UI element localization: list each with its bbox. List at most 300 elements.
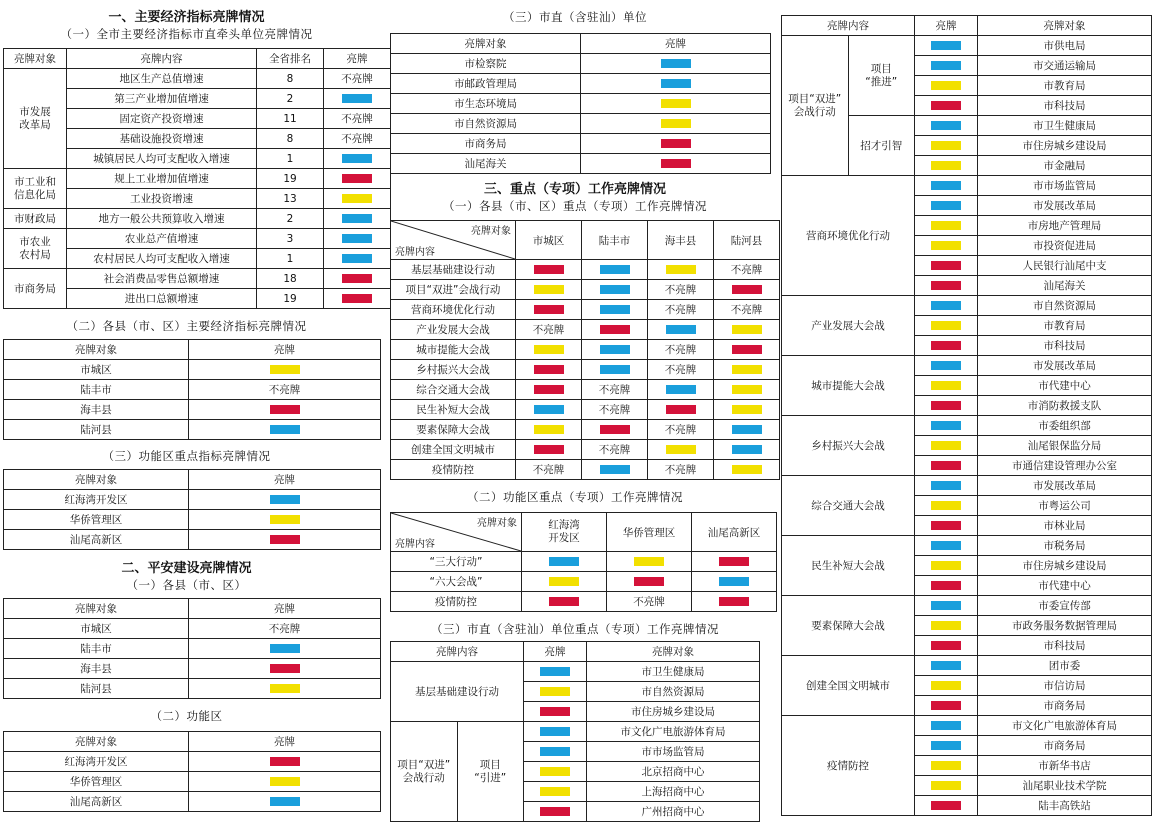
- blue-badge: [600, 465, 630, 474]
- work-name: 项目“双进” 会战行动: [782, 36, 849, 176]
- target-name: 市科技局: [978, 96, 1152, 116]
- blue-badge: [600, 265, 630, 274]
- target-name: 汕尾高新区: [4, 530, 189, 550]
- table-row: [391, 380, 780, 400]
- red-badge: [540, 707, 570, 716]
- indicator-name: 第三产业增加值增速: [67, 89, 257, 109]
- target-name: 市林业局: [978, 516, 1152, 536]
- section1-title: 一、主要经济指标亮牌情况: [108, 10, 265, 25]
- column-header: 亮牌: [189, 340, 381, 360]
- table-row: [391, 280, 780, 300]
- target-name: 上海招商中心: [587, 782, 760, 802]
- target-name: 市市场监管局: [978, 176, 1152, 196]
- blue-badge: [342, 254, 372, 263]
- table-row: [4, 639, 381, 659]
- column-header: 亮牌对象: [4, 732, 189, 752]
- table-key-work-county: [390, 220, 780, 480]
- red-badge: [270, 664, 300, 673]
- target-name: 华侨管理区: [4, 510, 189, 530]
- blue-badge: [931, 481, 961, 490]
- red-badge: [719, 597, 749, 606]
- target-name: 市住房城乡建设局: [978, 556, 1152, 576]
- section1-sub2: （二）各县（市、区）主要经济指标亮牌情况: [66, 319, 307, 333]
- blue-badge: [931, 661, 961, 670]
- sub-work-name: 项目 “引进”: [457, 722, 524, 822]
- target-name: 市住房城乡建设局: [978, 136, 1152, 156]
- column-header: 汕尾高新区: [692, 513, 777, 552]
- table-row: [4, 530, 381, 550]
- column-header: 全省排名: [257, 49, 324, 69]
- blue-badge: [540, 667, 570, 676]
- target-name: 市税务局: [978, 536, 1152, 556]
- sub-work-name: 招才引智: [848, 116, 915, 176]
- target-name: 市投资促进局: [978, 236, 1152, 256]
- red-badge: [931, 101, 961, 110]
- indicator-name: 城镇居民人均可支配收入增速: [67, 149, 257, 169]
- yellow-badge: [270, 365, 300, 374]
- indicator-name: 农业总产值增速: [67, 229, 257, 249]
- yellow-badge: [732, 385, 762, 394]
- target-name: 市代建中心: [978, 576, 1152, 596]
- target-name: 市教育局: [978, 76, 1152, 96]
- target-name: 市委组织部: [978, 416, 1152, 436]
- blue-badge: [931, 121, 961, 130]
- target-name: 陆丰市: [4, 380, 189, 400]
- target-name: 海丰县: [4, 659, 189, 679]
- section2-sub1: （一）各县（市、区）: [126, 578, 247, 592]
- no-badge-text: 不亮牌: [582, 440, 648, 460]
- yellow-badge: [931, 241, 961, 250]
- diagonal-header: [391, 513, 522, 552]
- red-badge: [931, 281, 961, 290]
- blue-badge: [931, 741, 961, 750]
- blue-badge: [600, 285, 630, 294]
- section1-sub3: （三）功能区重点指标亮牌情况: [102, 449, 271, 463]
- table-row: [391, 460, 780, 480]
- province-rank: 11: [257, 109, 324, 129]
- header-row: [391, 642, 760, 662]
- yellow-badge: [931, 221, 961, 230]
- column-header: 海丰县: [648, 221, 714, 260]
- blue-badge: [732, 445, 762, 454]
- yellow-badge: [270, 684, 300, 693]
- red-badge: [931, 701, 961, 710]
- red-badge: [661, 139, 691, 148]
- no-badge-text: 不亮牌: [582, 400, 648, 420]
- red-badge: [534, 265, 564, 274]
- yellow-badge: [732, 465, 762, 474]
- yellow-badge: [634, 557, 664, 566]
- target-name: 市商务局: [978, 736, 1152, 756]
- table-row: [4, 69, 391, 89]
- column-header: 亮牌: [581, 34, 771, 54]
- indicator-name: 农村居民人均可支配收入增速: [67, 249, 257, 269]
- red-badge: [549, 597, 579, 606]
- column-header: 陆丰市: [582, 221, 648, 260]
- target-name: 汕尾海关: [391, 154, 581, 174]
- red-badge: [931, 401, 961, 410]
- yellow-badge: [666, 265, 696, 274]
- indicator-name: 工业投资增速: [67, 189, 257, 209]
- column-header: 亮牌对象: [4, 49, 67, 69]
- blue-badge: [342, 214, 372, 223]
- blue-badge: [342, 234, 372, 243]
- target-name: 陆河县: [4, 420, 189, 440]
- table-row: [4, 510, 381, 530]
- yellow-badge: [931, 321, 961, 330]
- table-row: [391, 552, 777, 572]
- target-name: 市自然资源局: [391, 114, 581, 134]
- table-row: [4, 360, 381, 380]
- yellow-badge: [931, 781, 961, 790]
- yellow-badge: [540, 787, 570, 796]
- red-badge: [342, 274, 372, 283]
- table-row: [4, 772, 381, 792]
- target-name: 市卫生健康局: [978, 116, 1152, 136]
- table-row: [782, 356, 1152, 376]
- table-row: [782, 296, 1152, 316]
- no-badge-text: 不亮牌: [714, 260, 780, 280]
- table-row: [4, 679, 381, 699]
- indicator-name: 固定资产投资增速: [67, 109, 257, 129]
- red-badge: [270, 535, 300, 544]
- work-name: 城市提能大会战: [782, 356, 915, 416]
- column-header: 亮牌: [324, 49, 391, 69]
- no-badge-text: 不亮牌: [324, 69, 391, 89]
- red-badge: [534, 305, 564, 314]
- target-name: 市住房城乡建设局: [587, 702, 760, 722]
- blue-badge: [931, 181, 961, 190]
- table-row: [391, 340, 780, 360]
- table-row: [391, 260, 780, 280]
- target-name: 汕尾海关: [978, 276, 1152, 296]
- section3-sub1: （一）各县（市、区）重点（专项）工作亮牌情况: [443, 199, 707, 213]
- left-column: [3, 0, 373, 812]
- work-name: 乡村振兴大会战: [782, 416, 915, 476]
- yellow-badge: [549, 577, 579, 586]
- yellow-badge: [534, 345, 564, 354]
- header-row: [782, 16, 1152, 36]
- column-header: 市城区: [516, 221, 582, 260]
- yellow-badge: [931, 161, 961, 170]
- target-name: 市商务局: [978, 696, 1152, 716]
- table-row: [391, 572, 777, 592]
- target-name: 市新华书店: [978, 756, 1152, 776]
- yellow-badge: [540, 687, 570, 696]
- work-name: “三大行动”: [391, 552, 522, 572]
- section1-sub1: （一）全市主要经济指标市直牵头单位亮牌情况: [60, 27, 313, 41]
- target-name: 市教育局: [978, 316, 1152, 336]
- province-rank: 13: [257, 189, 324, 209]
- blue-badge: [342, 154, 372, 163]
- indicator-name: 地方一般公共预算收入增速: [67, 209, 257, 229]
- red-badge: [931, 341, 961, 350]
- table-row: [4, 209, 391, 229]
- column-header: 亮牌内容: [782, 16, 915, 36]
- target-name: 市财政局: [4, 209, 67, 229]
- section3-title: 三、重点（专项）工作亮牌情况: [483, 182, 666, 197]
- table-row: [391, 94, 771, 114]
- red-badge: [534, 445, 564, 454]
- column-header: 亮牌内容: [391, 642, 524, 662]
- column-header: 红海湾 开发区: [522, 513, 607, 552]
- table-row: [4, 420, 381, 440]
- table-row: [782, 416, 1152, 436]
- table-row: [4, 619, 381, 639]
- no-badge-text: 不亮牌: [648, 280, 714, 300]
- blue-badge: [931, 601, 961, 610]
- blue-badge: [600, 305, 630, 314]
- target-name: 市消防救援支队: [978, 396, 1152, 416]
- target-name: 市生态环境局: [391, 94, 581, 114]
- blue-badge: [270, 425, 300, 434]
- column-header: 陆河县: [714, 221, 780, 260]
- red-badge: [931, 641, 961, 650]
- target-name: 市卫生健康局: [587, 662, 760, 682]
- blue-badge: [600, 345, 630, 354]
- work-name: 城市提能大会战: [391, 340, 516, 360]
- no-badge-text: 不亮牌: [648, 420, 714, 440]
- red-badge: [600, 325, 630, 334]
- province-rank: 1: [257, 249, 324, 269]
- work-name: 产业发展大会战: [782, 296, 915, 356]
- no-badge-text: 不亮牌: [582, 380, 648, 400]
- target-name: 陆丰高铁站: [978, 796, 1152, 816]
- province-rank: 19: [257, 169, 324, 189]
- table-row: [391, 114, 771, 134]
- indicator-name: 基础设施投资增速: [67, 129, 257, 149]
- target-name: 市粤运公司: [978, 496, 1152, 516]
- column-header: 亮牌对象: [4, 340, 189, 360]
- diagonal-header: [391, 221, 516, 260]
- no-badge-text: 不亮牌: [648, 360, 714, 380]
- work-name: 基层基础建设行动: [391, 662, 524, 722]
- indicator-name: 社会消费品零售总额增速: [67, 269, 257, 289]
- province-rank: 18: [257, 269, 324, 289]
- yellow-badge: [931, 381, 961, 390]
- target-name: 汕尾职业技术学院: [978, 776, 1152, 796]
- target-name: 市检察院: [391, 54, 581, 74]
- table-key-work-units-continued: [781, 15, 1152, 816]
- middle-column: [390, 0, 763, 822]
- target-name: 市通信建设管理办公室: [978, 456, 1152, 476]
- red-badge: [931, 521, 961, 530]
- yellow-badge: [931, 501, 961, 510]
- table-row: [4, 490, 381, 510]
- yellow-badge: [931, 761, 961, 770]
- province-rank: 8: [257, 129, 324, 149]
- blue-badge: [931, 61, 961, 70]
- red-badge: [534, 365, 564, 374]
- column-header: 亮牌内容: [67, 49, 257, 69]
- table-row: [4, 169, 391, 189]
- work-name: 要素保障大会战: [782, 596, 915, 656]
- table-row: [391, 300, 780, 320]
- yellow-badge: [666, 445, 696, 454]
- blue-badge: [931, 421, 961, 430]
- work-name: 营商环境优化行动: [391, 300, 516, 320]
- table-zone-econ: [3, 469, 381, 550]
- header-row: [391, 221, 780, 260]
- target-name: 市房地产管理局: [978, 216, 1152, 236]
- target-name: 市科技局: [978, 336, 1152, 356]
- table-row: [391, 154, 771, 174]
- table-row: [391, 400, 780, 420]
- work-name: 产业发展大会战: [391, 320, 516, 340]
- work-name: 疫情防控: [391, 592, 522, 612]
- red-badge: [270, 405, 300, 414]
- table-safety-units: [390, 33, 771, 174]
- column-header: 亮牌: [915, 16, 978, 36]
- column-header: 亮牌对象: [978, 16, 1152, 36]
- work-name: 疫情防控: [391, 460, 516, 480]
- column-header: 亮牌: [189, 732, 381, 752]
- red-badge: [666, 405, 696, 414]
- province-rank: 3: [257, 229, 324, 249]
- table-row: [391, 54, 771, 74]
- table-row: [4, 400, 381, 420]
- red-badge: [661, 159, 691, 168]
- no-badge-text: 不亮牌: [324, 109, 391, 129]
- indicator-name: 地区生产总值增速: [67, 69, 257, 89]
- blue-badge: [270, 495, 300, 504]
- target-name: 海丰县: [4, 400, 189, 420]
- blue-badge: [666, 385, 696, 394]
- yellow-badge: [661, 99, 691, 108]
- table-key-work-units: [390, 641, 760, 822]
- target-name: 市发展改革局: [978, 356, 1152, 376]
- diag-bottom-label: 亮牌内容: [395, 539, 435, 550]
- table-county-econ: [3, 339, 381, 440]
- blue-badge: [540, 727, 570, 736]
- target-name: 市邮政管理局: [391, 74, 581, 94]
- red-badge: [540, 807, 570, 816]
- target-name: 市文化广电旅游体育局: [587, 722, 760, 742]
- blue-badge: [270, 644, 300, 653]
- target-name: 市发展改革局: [978, 476, 1152, 496]
- section3-sub3: （三）市直（含驻汕）单位重点（专项）工作亮牌情况: [431, 622, 719, 636]
- yellow-badge: [540, 767, 570, 776]
- table-row: [782, 176, 1152, 196]
- yellow-badge: [931, 441, 961, 450]
- work-name: 基层基础建设行动: [391, 260, 516, 280]
- table-row: [4, 659, 381, 679]
- red-badge: [931, 801, 961, 810]
- table-row: [391, 722, 760, 742]
- blue-badge: [661, 79, 691, 88]
- table-row: [4, 380, 381, 400]
- yellow-badge: [931, 681, 961, 690]
- blue-badge: [931, 721, 961, 730]
- table-row: [782, 536, 1152, 556]
- table-row: [4, 752, 381, 772]
- target-name: 市工业和 信息化局: [4, 169, 67, 209]
- header-row: [4, 49, 391, 69]
- yellow-badge: [342, 194, 372, 203]
- column-header: 亮牌对象: [391, 34, 581, 54]
- blue-badge: [540, 747, 570, 756]
- target-name: 北京招商中心: [587, 762, 760, 782]
- target-name: 市委宣传部: [978, 596, 1152, 616]
- header-row: [4, 599, 381, 619]
- table-row: [782, 656, 1152, 676]
- target-name: 市商务局: [4, 269, 67, 309]
- target-name: 红海湾开发区: [4, 490, 189, 510]
- target-name: 汕尾高新区: [4, 792, 189, 812]
- province-rank: 2: [257, 209, 324, 229]
- blue-badge: [931, 201, 961, 210]
- section2-sub3: （三）市直（含驻汕）单位: [503, 10, 647, 24]
- blue-badge: [270, 797, 300, 806]
- target-name: 市信访局: [978, 676, 1152, 696]
- target-name: 市农业 农村局: [4, 229, 67, 269]
- blue-badge: [661, 59, 691, 68]
- diag-top-label: 亮牌对象: [477, 518, 517, 529]
- yellow-badge: [931, 81, 961, 90]
- target-name: 红海湾开发区: [4, 752, 189, 772]
- target-name: 市发展 改革局: [4, 69, 67, 169]
- red-badge: [931, 581, 961, 590]
- target-name: 市政务服务数据管理局: [978, 616, 1152, 636]
- table-row: [782, 476, 1152, 496]
- blue-badge: [732, 425, 762, 434]
- yellow-badge: [931, 561, 961, 570]
- yellow-badge: [270, 777, 300, 786]
- blue-badge: [342, 94, 372, 103]
- column-header: 华侨管理区: [607, 513, 692, 552]
- right-column: [781, 15, 1152, 816]
- table-key-work-zone: [390, 512, 777, 612]
- table-row: [391, 74, 771, 94]
- no-badge-text: 不亮牌: [648, 340, 714, 360]
- red-badge: [719, 557, 749, 566]
- header-row: [391, 513, 777, 552]
- no-badge-text: 不亮牌: [516, 320, 582, 340]
- yellow-badge: [931, 621, 961, 630]
- yellow-badge: [270, 515, 300, 524]
- table-safety-zone: [3, 731, 381, 812]
- table-row: [4, 792, 381, 812]
- table-row: [391, 662, 760, 682]
- province-rank: 19: [257, 289, 324, 309]
- target-name: 市城区: [4, 360, 189, 380]
- blue-badge: [931, 301, 961, 310]
- indicator-name: 规上工业增加值增速: [67, 169, 257, 189]
- target-name: 广州招商中心: [587, 802, 760, 822]
- no-badge-text: 不亮牌: [648, 460, 714, 480]
- blue-badge: [549, 557, 579, 566]
- no-badge-text: 不亮牌: [189, 619, 381, 639]
- header-row: [4, 470, 381, 490]
- indicator-name: 进出口总额增速: [67, 289, 257, 309]
- column-header: 亮牌对象: [4, 470, 189, 490]
- red-badge: [931, 261, 961, 270]
- table-row: [391, 592, 777, 612]
- target-name: 华侨管理区: [4, 772, 189, 792]
- table-row: [782, 596, 1152, 616]
- sub-work-name: 项目 “推进”: [848, 36, 915, 116]
- no-badge-text: 不亮牌: [648, 300, 714, 320]
- diag-bottom-label: 亮牌内容: [395, 247, 435, 258]
- target-name: 市自然资源局: [978, 296, 1152, 316]
- table-row: [391, 420, 780, 440]
- yellow-badge: [732, 405, 762, 414]
- header-row: [4, 732, 381, 752]
- work-name: 疫情防控: [782, 716, 915, 816]
- target-name: 汕尾银保监分局: [978, 436, 1152, 456]
- yellow-badge: [732, 365, 762, 374]
- province-rank: 2: [257, 89, 324, 109]
